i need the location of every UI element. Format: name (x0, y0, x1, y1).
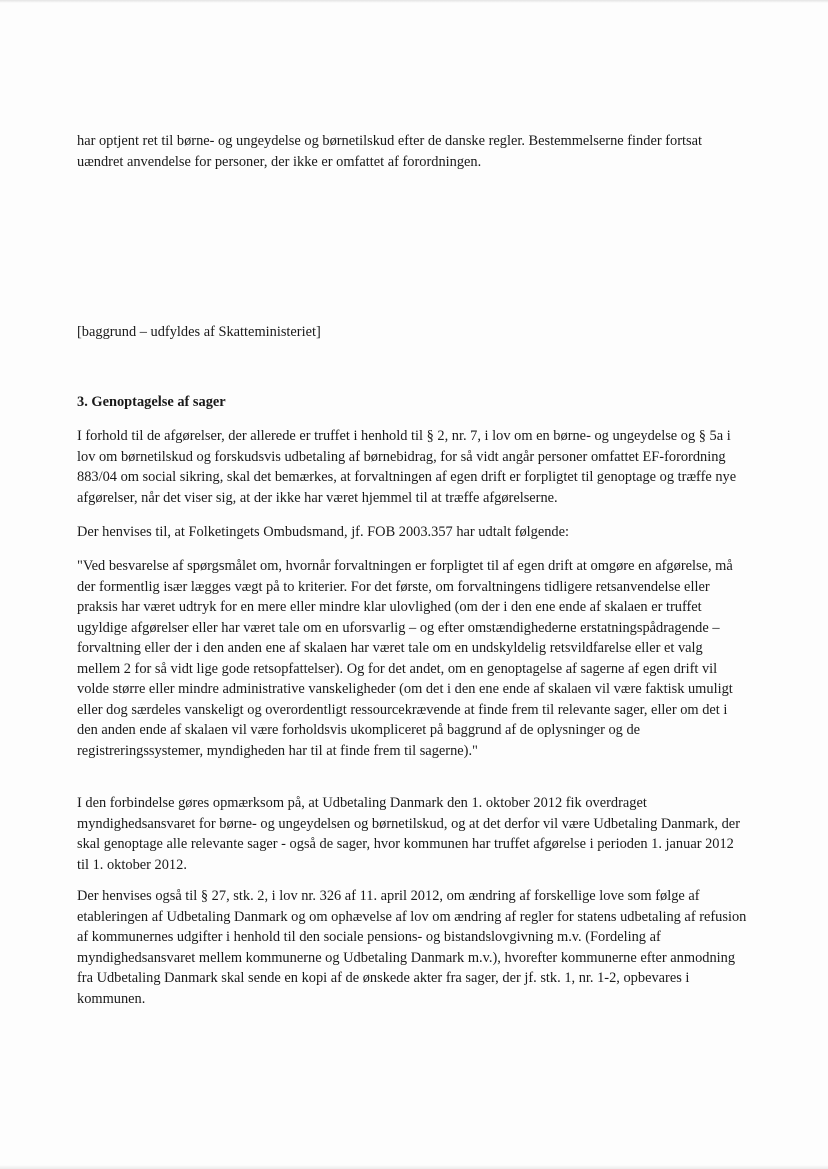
scan-bottom-edge (0, 1165, 828, 1169)
paragraph-udbetaling-danmark: I den forbindelse gøres opmærksom på, at Udbetaling Danmark den 1. oktober 2012 fik overdraget myndighedsansvaret for børne- og ungeydelsen og børnetilskud, og at det derfor vil være Udbetaling Danmark, der skal genoptage alle relevante sager - også de sager, hvor kommunen har truffet afgørelse i perioden 1. januar 2012 til 1. oktober 2012. (77, 795, 740, 873)
paragraph-law-reference: Der henvises også til § 27, stk. 2, i lov nr. 326 af 11. april 2012, om ændring af forskellige love som følge af etableringen af Udbetaling Danmark og om ophævelse af lov om ændring af regler for statens udbetaling af refusion af kommunernes udgifter i henhold til den sociale pensions- og bistandslovgivning m.v. (Fordeling af myndighedsansvaret mellem kommunerne og Udbetaling Danmark m.v.), hvorefter kommunerne efter anmodning fra Udbetaling Danmark skal sende en kopi af de ønskede akter fra sager, der jf. stk. 1, nr. 1-2, opbevares i kommunen. (77, 888, 747, 1007)
paragraph-ombudsman-reference: Der henvises til, at Folketingets Ombudsmand, jf. FOB 2003.357 har udtalt følgende: (77, 524, 570, 540)
ombudsman-quote: "Ved besvarelse af spørgsmålet om, hvornår forvaltningen er forpligtet til af egen drift at omgøre en afgørelse, må der formentlig især lægges vægt på to kriterier. For det første, om forvaltningens tidligere retsanvendelse eller praksis har været udtryk for en mere eller mindre klar ulovlighed (om der i den ene ende af skalaen er truffet ugyldige afgørelser eller har været tale om en uforsvarlig – og efter omstændighederne erstatningspådragende – forvaltning eller der i den anden ene af skalaen har været tale om en undskyldelig retsvildfarelse eller et valg mellem 2 for så vidt lige gode retsopfattelser). Og for det andet, om en genoptagelse af sagerne af egen drift vil volde større eller mindre administrative vanskeligheder (om det i den ene ende af skalaen vil være faktisk umuligt eller dog særdeles vanskeligt og overordentligt ressourcekrævende at finde frem til relevante sager, eller om det i den anden ende af skalaen vil være forholdsvis ukompliceret på baggrund af de oplysninger og de registreringssystemer, myndigheden har til at finde frem til sagerne)." (77, 558, 733, 759)
background-placeholder: [baggrund – udfyldes af Skatteministeriet] (77, 324, 321, 340)
paragraph-reopening: I forhold til de afgørelser, der allerede er truffet i henhold til § 2, nr. 7, i lov om en børne- og ungeydelse og § 5a i lov om børnetilskud og forskudsvis udbetaling af børnebidrag, for så vidt angår personer omfattet EF-forordning 883/04 om social sikring, skal det bemærkes, at forvaltningen af egen drift er forpligtet til genoptage og træffe nye afgørelser, når det viser sig, at der ikke har været hjemmel til at træffe afgørelserne. (77, 428, 737, 506)
section-heading: 3. Genoptagelse af sager (77, 394, 226, 410)
scan-top-edge (0, 0, 828, 3)
intro-paragraph: har optjent ret til børne- og ungeydelse og børnetilskud efter de danske regler. Bestemmelserne finder fortsat uændret anvendelse for personer, der ikke er omfattet af forordningen. (77, 133, 702, 170)
